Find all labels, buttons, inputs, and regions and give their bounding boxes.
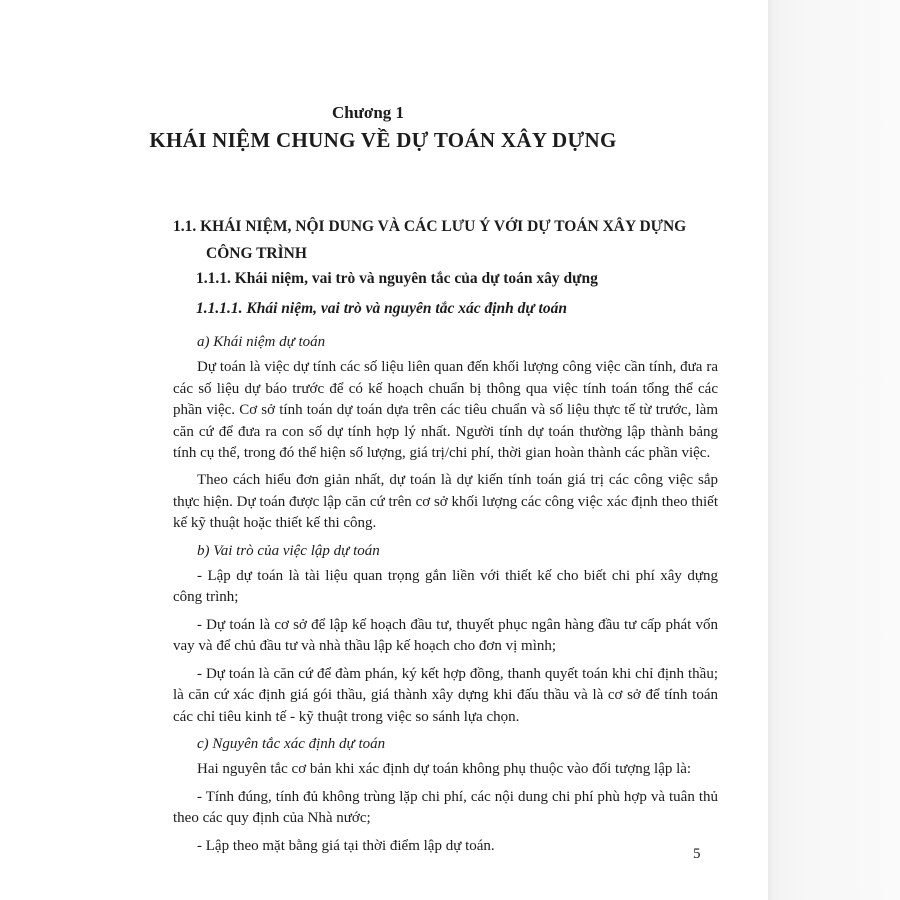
chapter-label: Chương 1 <box>331 103 405 122</box>
paragraph: - Tính đúng, tính đủ không trùng lặp chi phí, các nội dung chi phí phù hợp và tuân thủ theo các quy định của Nhà nước; <box>173 788 718 827</box>
page-edge-shadow <box>768 0 900 900</box>
subsubsection-heading: 1.1.1.1. Khái niệm, vai trò và nguyên tắc xác định dự toán <box>196 300 567 317</box>
subheading: a) Khái niệm dự toán <box>197 334 326 350</box>
subheading: b) Vai trò của việc lập dự toán <box>197 542 380 559</box>
subsection-heading: 1.1.1. Khái niệm, vai trò và nguyên tắc của dự toán xây dựng <box>196 270 598 287</box>
paragraph: - Lập theo mặt bằng giá tại thời điểm lập dự toán. <box>197 837 495 854</box>
paragraph: - Lập dự toán là tài liệu quan trọng gắn liền với thiết kế cho biết chi phí xây dựng công trình; <box>173 568 718 606</box>
section-number: 1.1. <box>173 218 197 235</box>
paragraph: Dự toán là việc dự tính các số liệu liên quan đến khối lượng công việc cần tính, đưa ra các số liệu dự báo trước để có kế hoạch chuẩn bị thông qua việc tính toán tổng thể các phần việc. Cơ sở tính toán dự toán dựa trên các tiêu chuẩn và số liệu thực tế từ trước, làm căn cứ để đưa ra con số dự tính hợp lý nhất. Người tính dự toán thường lập thành bảng tính cụ thể, trong đó thể hiện số lượng, giá trị/chi phí, thời gian hoàn thành các phần việc. <box>173 359 718 462</box>
paragraph: - Dự toán là cơ sở để lập kế hoạch đầu tư, thuyết phục ngân hàng đầu tư cấp phát vốn vay và để chủ đầu tư và nhà thầu lập kế hoạch cho đơn vị mình; <box>173 616 718 655</box>
section-title-line1: KHÁI NIỆM, NỘI DUNG VÀ CÁC LƯU Ý VỚI DỰ TOÁN XÂY DỰNG <box>200 218 687 235</box>
page-number: 5 <box>693 846 701 862</box>
paragraph: Theo cách hiểu đơn giản nhất, dự toán là dự kiến tính toán giá trị các công việc sắp thực hiện. Dự toán được lập căn cứ trên cơ sở khối lượng các công việc xác định theo thiết kế kỹ thuật hoặc thiết kế thi công. <box>173 472 718 532</box>
subheading: c) Nguyên tắc xác định dự toán <box>197 735 386 752</box>
section-title-line2: CÔNG TRÌNH <box>206 245 307 262</box>
body-text <box>173 332 718 863</box>
chapter-title: KHÁI NIỆM CHUNG VỀ DỰ TOÁN XÂY DỰNG <box>149 128 617 152</box>
paragraph: - Dự toán là căn cứ để đàm phán, ký kết hợp đồng, thanh quyết toán khi chỉ định thầu; là căn cứ xác định giá gói thầu, giá thành xây dựng khi đấu thầu và là cơ sở để tính toán các chỉ tiêu kinh tế - kỹ thuật trong việc so sánh lựa chọn. <box>173 665 718 725</box>
section-heading <box>173 213 715 267</box>
paragraph: Hai nguyên tắc cơ bản khi xác định dự toán không phụ thuộc vào đối tượng lập là: <box>197 761 692 778</box>
